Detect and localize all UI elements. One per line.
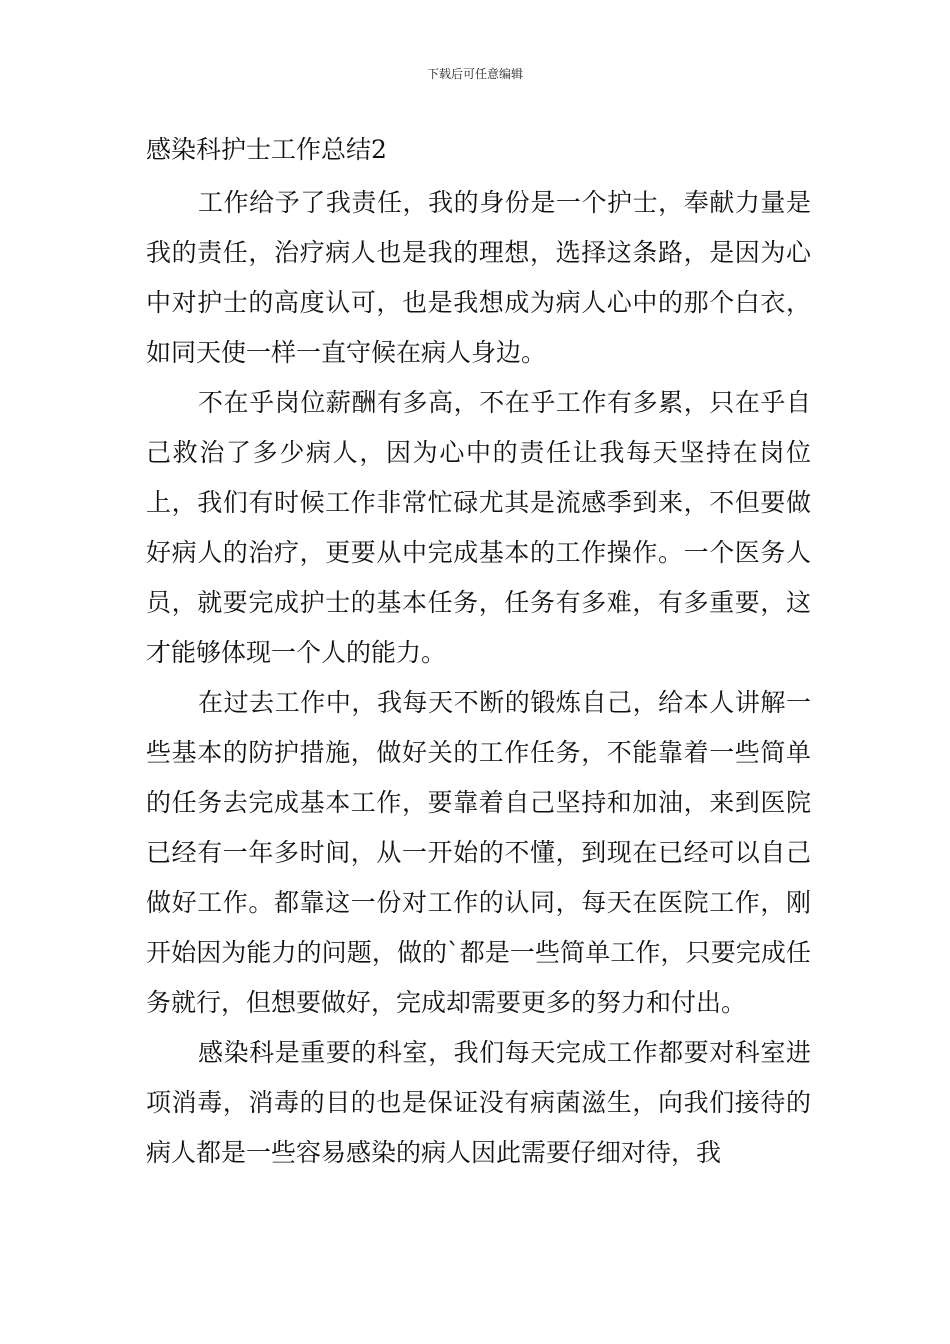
header-note: 下载后可任意编辑 <box>426 67 523 81</box>
paragraph-1: 工作给予了我责任，我的身份是一个护士，奉献力量是我的责任，治疗病人也是我的理想，选择这条路，是因为心中对护士的高度认可，也是我想成为病人心中的那个白衣，如同天使一样一直守候在病人身边。 <box>146 188 811 367</box>
paragraph-3: 在过去工作中，我每天不断的锻炼自己，给本人讲解一些基本的防护措施，做好关的工作任务，不能靠着一些简单的任务去完成基本工作，要靠着自己坚持和加油，来到医院已经有一年多时间，从一开始的不懂，到现在已经可以自己做好工作。都靠这一份对工作的认同，每天在医院工作，刚开始因为能力的问题，做的`都是一些简单工作，只要完成任务就行，但想要做好，完成却需要更多的努力和付出。 <box>146 688 811 1017</box>
document-body <box>146 178 811 1178</box>
paragraph-2: 不在乎岗位薪酬有多高，不在乎工作有多累，只在乎自己救治了多少病人，因为心中的责任让我每天坚持在岗位上，我们有时候工作非常忙碌尤其是流感季到来，不但要做好病人的治疗，更要从中完成基本的工作操作。一个医务人员，就要完成护士的基本任务，任务有多难，有多重要，这才能够体现一个人的能力。 <box>146 388 811 667</box>
paragraph-4: 感染科是重要的科室，我们每天完成工作都要对科室进项消毒，消毒的目的也是保证没有病菌滋生，向我们接待的病人都是一些容易感染的病人因此需要仔细对待，我 <box>146 1038 811 1167</box>
document-title: 感染科护士工作总结2 <box>146 135 387 164</box>
